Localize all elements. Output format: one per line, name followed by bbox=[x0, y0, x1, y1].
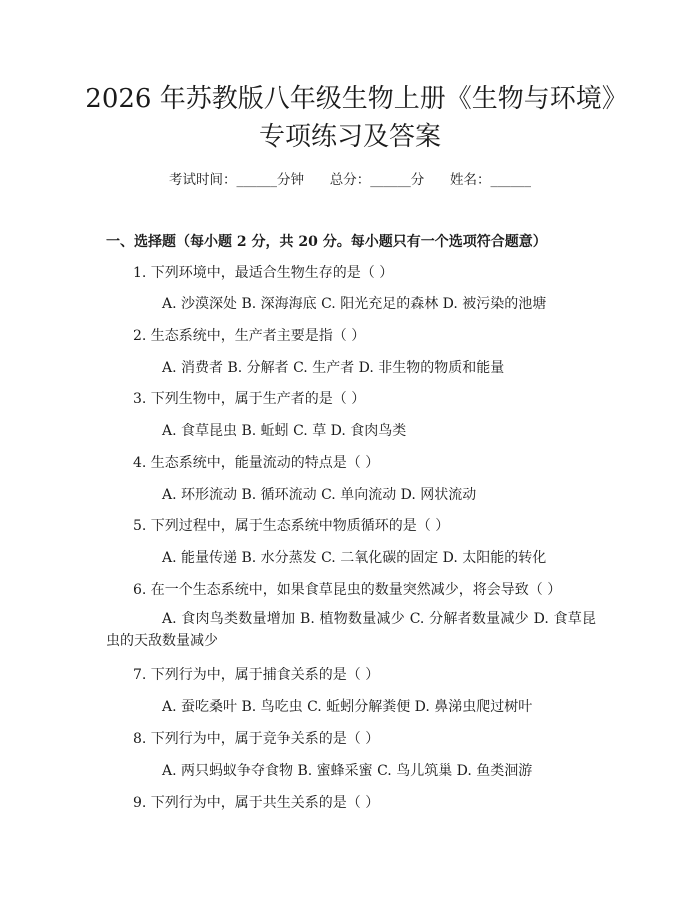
question-stem: 2. 生态系统中，生产者主要是指（ ） bbox=[133, 328, 366, 344]
question-options: A. 沙漠深处 B. 深海海底 C. 阳光充足的森林 D. 被污染的池塘 bbox=[162, 296, 547, 312]
question-options: A. 蚕吃桑叶 B. 鸟吃虫 C. 蚯蚓分解粪便 D. 鼻涕虫爬过树叶 bbox=[162, 699, 533, 715]
question-options: A. 两只蚂蚁争夺食物 B. 蜜蜂采蜜 C. 鸟儿筑巢 D. 鱼类洄游 bbox=[162, 763, 533, 779]
question-options: A. 消费者 B. 分解者 C. 生产者 D. 非生物的物质和能量 bbox=[162, 360, 505, 376]
question-stem: 5. 下列过程中，属于生态系统中物质循环的是（ ） bbox=[133, 518, 450, 534]
question-stem: 8. 下列行为中，属于竞争关系的是（ ） bbox=[133, 731, 380, 747]
question-stem: 9. 下列行为中，属于共生关系的是（ ） bbox=[133, 795, 380, 811]
question-options: A. 食肉鸟类数量增加 B. 植物数量减少 C. 分解者数量减少 D. 食草昆虫的天敌数量减少 bbox=[106, 611, 596, 649]
question-options: A. 食草昆虫 B. 蚯蚓 C. 草 D. 食肉鸟类 bbox=[162, 423, 407, 439]
question-stem: 6. 在一个生态系统中，如果食草昆虫的数量突然减少，将会导致（ ） bbox=[133, 582, 562, 598]
exam-info-line: 考试时间：______分钟 总分：______分 姓名：______ bbox=[169, 172, 531, 188]
question-options: A. 能量传递 B. 水分蒸发 C. 二氧化碳的固定 D. 太阳能的转化 bbox=[162, 550, 547, 566]
question-stem: 3. 下列生物中，属于生产者的是（ ） bbox=[133, 391, 366, 407]
question-options: A. 环形流动 B. 循环流动 C. 单向流动 D. 网状流动 bbox=[162, 487, 477, 503]
question-stem: 1. 下列环境中，最适合生物生存的是（ ） bbox=[133, 265, 394, 281]
section-heading: 一、选择题（每小题 2 分，共 20 分。每小题只有一个选项符合题意） bbox=[106, 234, 547, 250]
page-title: 2026 年苏教版八年级生物上册《生物与环境》专项练习及答案 bbox=[85, 84, 615, 152]
question-stem: 7. 下列行为中，属于捕食关系的是（ ） bbox=[133, 667, 380, 683]
question-stem: 4. 生态系统中，能量流动的特点是（ ） bbox=[133, 455, 380, 471]
